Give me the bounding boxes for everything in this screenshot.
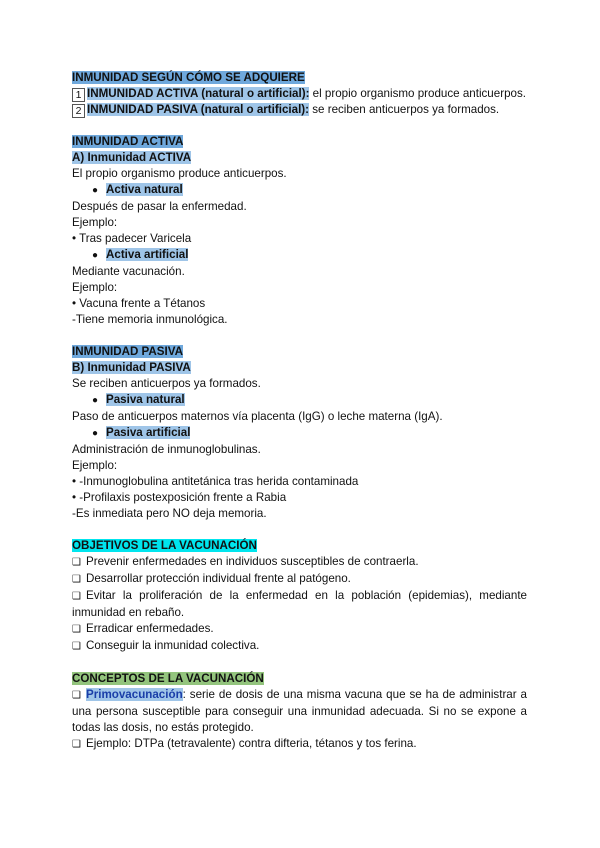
list-item: ❑ Prevenir enfermedades en individuos susceptibles de contraerla. [72, 554, 527, 571]
list-item: ❑ Conseguir la inmunidad colectiva. [72, 638, 527, 655]
list-item [72, 86, 527, 102]
definition-item [72, 687, 527, 736]
checkbox-icon: ❑ [72, 557, 81, 568]
checkbox-icon: ❑ [72, 624, 81, 635]
bullet-title: Pasiva artificial [106, 426, 191, 439]
bullet-icon: ● [92, 395, 99, 406]
item-label: INMUNIDAD PASIVA (natural o artificial): [87, 103, 310, 116]
section-heading: INMUNIDAD PASIVA [72, 345, 184, 358]
example-item: • -Inmunoglobulina antitetánica tras herida contaminada [72, 475, 359, 488]
bullet-title: Pasiva natural [106, 393, 185, 406]
paragraph: Mediante vacunación. [72, 265, 185, 278]
section-heading: OBJETIVOS DE LA VACUNACIÓN [72, 539, 257, 552]
document-page [72, 70, 527, 753]
subheading: A) Inmunidad ACTIVA [72, 151, 192, 164]
bullet-title: Activa natural [106, 183, 183, 196]
list-item: ❑ Evitar la proliferación de la enfermedad en la población (epidemias), mediante inmunidad en rebaño. [72, 589, 527, 619]
number-box: 1 [72, 88, 85, 102]
checkbox-icon: ❑ [72, 591, 81, 602]
note: -Es inmediata pero NO deja memoria. [72, 507, 267, 520]
paragraph: Se reciben anticuerpos ya formados. [72, 377, 261, 390]
checkbox-icon: ❑ [72, 641, 81, 652]
bullet-icon: ● [92, 250, 99, 261]
list-item: ❑ Desarrollar protección individual frente al patógeno. [72, 571, 527, 588]
example-label: Ejemplo: [72, 216, 118, 229]
example-label: Ejemplo: [72, 281, 118, 294]
example-label: Ejemplo: [72, 459, 118, 472]
item-text: se reciben anticuerpos ya formados. [309, 103, 500, 116]
section-heading: INMUNIDAD ACTIVA [72, 135, 184, 148]
section-heading: INMUNIDAD SEGÚN CÓMO SE ADQUIERE [72, 71, 305, 84]
checkbox-icon: ❑ [72, 690, 81, 701]
list-item: ❑ Erradicar enfermedades. [72, 621, 527, 638]
paragraph: Administración de inmunoglobulinas. [72, 443, 261, 456]
checkbox-icon: ❑ [72, 739, 81, 750]
checkbox-icon: ❑ [72, 574, 81, 585]
paragraph: El propio organismo produce anticuerpos. [72, 167, 287, 180]
bullet-icon: ● [92, 185, 99, 196]
item-label: INMUNIDAD ACTIVA (natural o artificial): [87, 87, 310, 100]
number-box: 2 [72, 104, 85, 118]
bullet-icon: ● [92, 428, 99, 439]
example-item: • Vacuna frente a Tétanos [72, 297, 206, 310]
term: Primovacunación [86, 688, 183, 701]
section-heading: CONCEPTOS DE LA VACUNACIÓN [72, 672, 264, 685]
list-item: ❑ Ejemplo: DTPa (tetravalente) contra difteria, tétanos y tos ferina. [72, 736, 527, 753]
paragraph: Paso de anticuerpos maternos vía placenta (IgG) o leche materna (IgA). [72, 410, 443, 423]
item-text: el propio organismo produce anticuerpos. [309, 87, 526, 100]
example-item: • Tras padecer Varicela [72, 232, 192, 245]
definition: : serie de dosis de una misma vacuna que se ha de administrar a una persona susceptible para conseguir una inmunidad adecuada. Si no se expone a todas las dosis, no estás protegido. [72, 688, 527, 734]
subheading: B) Inmunidad PASIVA [72, 361, 191, 374]
bullet-title: Activa artificial [106, 248, 189, 261]
paragraph: Después de pasar la enfermedad. [72, 200, 247, 213]
example-item: • -Profilaxis postexposición frente a Rabia [72, 491, 287, 504]
list-item [72, 102, 527, 118]
note: -Tiene memoria inmunológica. [72, 313, 228, 326]
